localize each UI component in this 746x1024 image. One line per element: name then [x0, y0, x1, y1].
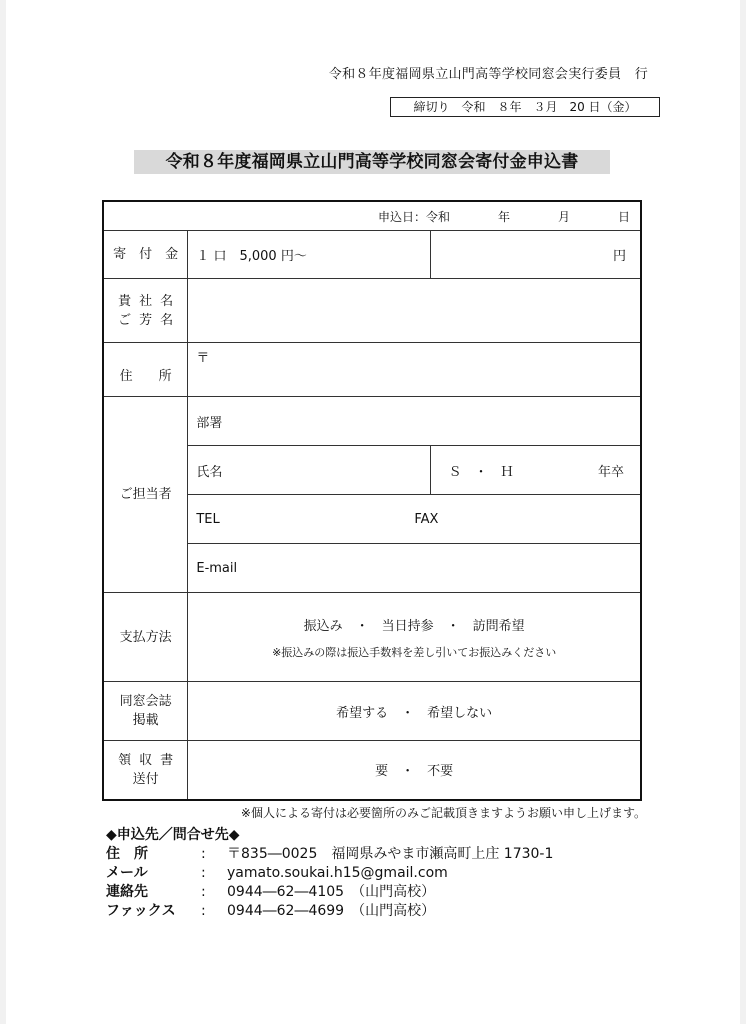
era-select[interactable]: Ｓ ・ Ｈ: [448, 464, 514, 480]
payment-method-field[interactable]: [188, 593, 641, 682]
bulletin-label: 同窓会誌 掲載: [103, 682, 188, 741]
contact-mail-row: メール : yamato.soukai.h15@gmail.com: [106, 865, 448, 881]
graduation-field[interactable]: Ｓ ・ Ｈ 年卒: [430, 446, 641, 495]
postal-mark: 〒: [196, 351, 210, 366]
fax-label: FAX: [414, 511, 439, 527]
address-label: 住 所: [103, 343, 188, 397]
tel-fax-field[interactable]: [188, 495, 641, 544]
payment-label: 支払方法: [103, 593, 188, 682]
payment-row: [103, 593, 641, 682]
footnote: ※個人による寄付は必要箇所のみご記載頂きますようお願い申し上げます。: [240, 806, 646, 820]
donation-yen-field[interactable]: 円: [430, 231, 641, 279]
receipt-row: [103, 741, 641, 800]
email-field[interactable]: E-mail: [188, 544, 641, 593]
addressee: 令和８年度福岡県立山門高等学校同窓会実行委員 行: [328, 67, 648, 82]
contact-address-row: 住 所 : 〒835―0025 福岡県みやま市瀬高町上庄 1730-1: [106, 846, 554, 862]
contact-info: [106, 826, 553, 921]
receipt-label: 領収書 送付: [103, 741, 188, 800]
tel-label: TEL: [196, 511, 220, 527]
donation-row: [103, 231, 641, 279]
receipt-options[interactable]: 要 ・ 不要: [188, 741, 641, 800]
company-name-field[interactable]: [188, 279, 641, 343]
contact-fax-row: ファックス : 0944―62―4699 （山門高校）: [106, 903, 436, 919]
company-label: 貴社名 ご芳名: [103, 279, 188, 343]
document-page: [6, 0, 740, 1024]
name-field[interactable]: 氏名: [188, 446, 430, 495]
contact-tel-row: 連絡先 : 0944―62―4105 （山門高校）: [106, 884, 436, 900]
contact-heading: ◆申込先／問合せ先◆: [106, 827, 240, 843]
dept-field[interactable]: 部署: [188, 397, 641, 446]
bulletin-row: [103, 682, 641, 741]
donation-amount-field[interactable]: １ 口 5,000 円～: [188, 231, 430, 279]
application-date[interactable]: 申込日：令和 年 月 日: [103, 201, 641, 231]
payment-options[interactable]: 振込み ・ 当日持参 ・ 訪問希望: [303, 618, 525, 634]
email-link[interactable]: yamato.soukai.h15@gmail.com: [227, 865, 448, 881]
contact-person-label: ご担当者: [103, 397, 188, 593]
address-field[interactable]: [188, 343, 641, 397]
address-row: [103, 343, 641, 397]
deadline-box: 締切り 令和 ８年 ３月 20 日（金）: [390, 97, 660, 117]
bulletin-options[interactable]: 希望する ・ 希望しない: [188, 682, 641, 741]
date-row: [103, 201, 641, 231]
payment-note: ※振込みの際は振込手数料を差し引いてお振込みください: [272, 645, 557, 659]
donation-label: 寄 付 金: [103, 231, 188, 279]
donation-form-table: [102, 200, 642, 801]
page-title: 令和８年度福岡県立山門高等学校同窓会寄付金申込書: [134, 150, 610, 174]
dept-row: [103, 397, 641, 446]
company-row: [103, 279, 641, 343]
